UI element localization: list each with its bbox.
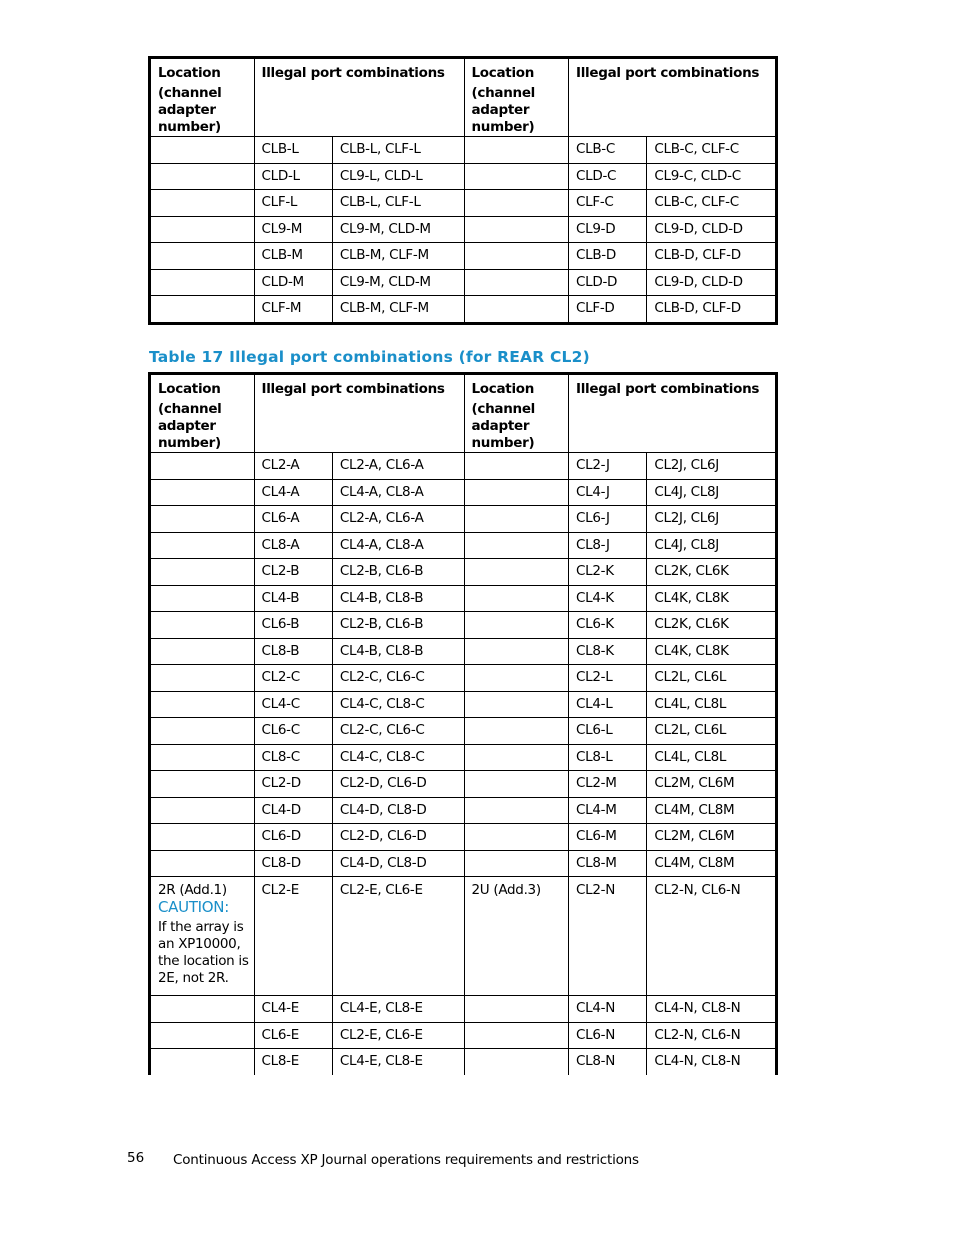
table-row	[150, 1049, 777, 1075]
table-cell	[150, 612, 255, 639]
table-cell: CL4-K	[569, 585, 647, 612]
table-cell: CL4-N, CL8-N	[647, 1049, 777, 1075]
table-cell	[464, 824, 569, 851]
table-cell: CLF-C	[569, 190, 647, 217]
table-cell: CL8-L	[569, 744, 647, 771]
table-cell	[150, 996, 255, 1023]
table-cell: CL4M, CL8M	[647, 797, 777, 824]
header-location: Location (channel adapter number)	[464, 58, 569, 137]
location-label: 2R (Add.1)	[158, 882, 227, 898]
table-cell: CL2-A	[254, 453, 332, 480]
table-cell: CL4-E, CL8-E	[332, 996, 464, 1023]
table-cell: CL4L, CL8L	[647, 744, 777, 771]
table-row	[150, 1022, 777, 1049]
table-cell	[150, 243, 255, 270]
table-row	[150, 532, 777, 559]
table-cell: CL6-C	[254, 718, 332, 745]
table-cell: CLB-L	[254, 137, 332, 164]
table-cell: CL9-D	[569, 216, 647, 243]
table-cell: CL4J, CL8J	[647, 532, 777, 559]
table-row	[150, 638, 777, 665]
table-cell	[150, 824, 255, 851]
table-cell: CL4-A, CL8-A	[332, 532, 464, 559]
table-cell: CL4-B, CL8-B	[332, 638, 464, 665]
caution-text: If the array is an XP10000, the location is 2E, not 2R.	[158, 919, 249, 986]
table-cell	[464, 479, 569, 506]
table-cell: CL4-A	[254, 479, 332, 506]
table-cell	[150, 771, 255, 798]
table-cell	[464, 638, 569, 665]
table-cell: CLB-D, CLF-D	[647, 243, 777, 270]
table-cell: CL4-N	[569, 996, 647, 1023]
table-cell: CLB-L, CLF-L	[332, 137, 464, 164]
table-cell: CL6-M	[569, 824, 647, 851]
table-cell: CL6-N	[569, 1022, 647, 1049]
table-cell: CL2-J	[569, 453, 647, 480]
table-cell	[464, 559, 569, 586]
table-cell: CL8-D	[254, 850, 332, 877]
table-cell: CL6-B	[254, 612, 332, 639]
table-cell: CL2L, CL6L	[647, 718, 777, 745]
table-cell: CL4-C	[254, 691, 332, 718]
table-cell	[464, 532, 569, 559]
table-cell: CL4-D, CL8-D	[332, 850, 464, 877]
table-cell: CL2M, CL6M	[647, 824, 777, 851]
table-cell: CL9-C, CLD-C	[647, 163, 777, 190]
table-cell	[464, 850, 569, 877]
table-cell: CL4-J	[569, 479, 647, 506]
table-cell: CL4-C, CL8-C	[332, 744, 464, 771]
table-row	[150, 269, 777, 296]
table-cell: CL2-B, CL6-B	[332, 559, 464, 586]
table-cell	[464, 691, 569, 718]
table-row	[150, 163, 777, 190]
table-cell	[150, 691, 255, 718]
table-cell	[150, 190, 255, 217]
table-cell: CL4K, CL8K	[647, 585, 777, 612]
table-cell: CL2K, CL6K	[647, 612, 777, 639]
table-header-row	[150, 58, 777, 137]
table-cell	[150, 1049, 255, 1075]
table-cell: CL4-L	[569, 691, 647, 718]
table-cell	[150, 797, 255, 824]
location-cell: 2U (Add.3)	[464, 877, 569, 996]
table-cell: CL9-D, CLD-D	[647, 216, 777, 243]
table-cell: CL4-M	[569, 797, 647, 824]
table-cell: CLB-M	[254, 243, 332, 270]
table-cell: CL2L, CL6L	[647, 665, 777, 692]
page-number: 56	[127, 1150, 145, 1166]
table-cell	[464, 612, 569, 639]
table-cell	[464, 744, 569, 771]
table-cell: CL2-E, CL6-E	[332, 1022, 464, 1049]
table-cell: CL2-N	[569, 877, 647, 996]
table-cell: CLF-D	[569, 296, 647, 324]
table-row	[150, 771, 777, 798]
table-cell: CL4-E	[254, 996, 332, 1023]
table-cell: CL2-C, CL6-C	[332, 665, 464, 692]
table-cell: CL2-N, CL6-N	[647, 877, 777, 996]
table-caption: Table 17 Illegal port combinations (for REAR CL2)	[149, 348, 590, 366]
table-cell	[150, 479, 255, 506]
location-cell	[150, 877, 255, 996]
table-cell: CL8-C	[254, 744, 332, 771]
table-cell: CL4L, CL8L	[647, 691, 777, 718]
table-cell: CLB-D	[569, 243, 647, 270]
table-row	[150, 691, 777, 718]
table-cell: CL8-A	[254, 532, 332, 559]
table-cell	[464, 243, 569, 270]
table-cell: CL8-M	[569, 850, 647, 877]
table-cell	[150, 296, 255, 324]
table-cell: CL2-B	[254, 559, 332, 586]
table-header-row	[150, 374, 777, 453]
table-cell: CL6-E	[254, 1022, 332, 1049]
table-cell: CL8-J	[569, 532, 647, 559]
table-cell: CL8-K	[569, 638, 647, 665]
table-row	[150, 996, 777, 1023]
table-row	[150, 137, 777, 164]
table-row	[150, 506, 777, 533]
table-cell: CL2-N, CL6-N	[647, 1022, 777, 1049]
table-cell: CL8-N	[569, 1049, 647, 1075]
table-cell	[464, 190, 569, 217]
table-cell: CL6-A	[254, 506, 332, 533]
table-row	[150, 479, 777, 506]
table-cell: CL2-C, CL6-C	[332, 718, 464, 745]
port-table-front	[148, 56, 778, 325]
table-cell: CL2-D, CL6-D	[332, 771, 464, 798]
table-row	[150, 190, 777, 217]
table-cell: CL2K, CL6K	[647, 559, 777, 586]
header-location: Location (channel adapter number)	[150, 374, 255, 453]
table-cell: CL2-B, CL6-B	[332, 612, 464, 639]
table-cell	[464, 269, 569, 296]
table-cell: CL4-A, CL8-A	[332, 479, 464, 506]
table-cell	[150, 559, 255, 586]
table-cell: CL2J, CL6J	[647, 453, 777, 480]
table-cell: CL2-A, CL6-A	[332, 506, 464, 533]
table-cell	[150, 718, 255, 745]
table-cell: CL6-D	[254, 824, 332, 851]
table-cell: CL6-L	[569, 718, 647, 745]
header-illegal-combinations: Illegal port combinations	[569, 58, 777, 137]
table-cell: CLD-M	[254, 269, 332, 296]
table-cell: CL9-M, CLD-M	[332, 216, 464, 243]
table-cell	[150, 744, 255, 771]
table-row	[150, 453, 777, 480]
table-cell	[464, 585, 569, 612]
table-cell: CL2-E	[254, 877, 332, 996]
table-cell: CL9-D, CLD-D	[647, 269, 777, 296]
port-table-rear-cl2	[148, 372, 778, 1075]
table-cell: CL4-E, CL8-E	[332, 1049, 464, 1075]
header-illegal-combinations: Illegal port combinations	[569, 374, 777, 453]
table-cell: CL4K, CL8K	[647, 638, 777, 665]
table-cell	[150, 216, 255, 243]
table-cell: CL2M, CL6M	[647, 771, 777, 798]
table-cell	[150, 269, 255, 296]
table-cell	[150, 506, 255, 533]
table-row	[150, 216, 777, 243]
table-row	[150, 665, 777, 692]
table-cell: CL2-M	[569, 771, 647, 798]
table-row	[150, 559, 777, 586]
table-cell: CL2-A, CL6-A	[332, 453, 464, 480]
table-cell	[464, 453, 569, 480]
table-cell: CL2-E, CL6-E	[332, 877, 464, 996]
table-cell: CL9-M	[254, 216, 332, 243]
table-cell: CL4-B, CL8-B	[332, 585, 464, 612]
table-cell	[464, 797, 569, 824]
table-cell	[464, 1022, 569, 1049]
table-cell: CL4-N, CL8-N	[647, 996, 777, 1023]
footer-title: Continuous Access XP Journal operations requirements and restrictions	[173, 1152, 639, 1168]
table-row	[150, 243, 777, 270]
table-cell	[464, 996, 569, 1023]
table-cell: CLB-D, CLF-D	[647, 296, 777, 324]
table-cell	[464, 296, 569, 324]
table-cell	[150, 163, 255, 190]
table-cell: CL2-D, CL6-D	[332, 824, 464, 851]
table-cell	[150, 1022, 255, 1049]
table-cell: CL4-B	[254, 585, 332, 612]
table-cell: CL4J, CL8J	[647, 479, 777, 506]
table-row	[150, 824, 777, 851]
table-cell: CLF-M	[254, 296, 332, 324]
header-illegal-combinations: Illegal port combinations	[254, 58, 464, 137]
table-row	[150, 612, 777, 639]
table-row	[150, 850, 777, 877]
header-location: Location (channel adapter number)	[464, 374, 569, 453]
table-row-caution	[150, 877, 777, 996]
table-cell: CL6-J	[569, 506, 647, 533]
table-cell: CL4-C, CL8-C	[332, 691, 464, 718]
table-row	[150, 797, 777, 824]
table-cell	[150, 137, 255, 164]
table-cell	[150, 638, 255, 665]
table-row	[150, 585, 777, 612]
table-cell: CL8-B	[254, 638, 332, 665]
table-cell	[464, 163, 569, 190]
table-cell: CLD-C	[569, 163, 647, 190]
table-cell: CL6-K	[569, 612, 647, 639]
table-cell	[464, 718, 569, 745]
table-cell: CLD-L	[254, 163, 332, 190]
table-cell: CL2-K	[569, 559, 647, 586]
table-cell: CLB-C, CLF-C	[647, 137, 777, 164]
table-row	[150, 744, 777, 771]
table-cell	[464, 137, 569, 164]
table-cell: CL2-D	[254, 771, 332, 798]
caution-label: CAUTION:	[158, 898, 229, 916]
table-cell	[464, 771, 569, 798]
table-cell	[150, 532, 255, 559]
table-cell: CLB-C	[569, 137, 647, 164]
table-cell	[150, 453, 255, 480]
header-location: Location (channel adapter number)	[150, 58, 255, 137]
table-cell: CL4M, CL8M	[647, 850, 777, 877]
table-cell	[150, 585, 255, 612]
table-cell: CL2-L	[569, 665, 647, 692]
table-cell: CL2J, CL6J	[647, 506, 777, 533]
table-cell	[464, 1049, 569, 1075]
table-cell	[150, 850, 255, 877]
table-cell: CL4-D, CL8-D	[332, 797, 464, 824]
table-cell: CLF-L	[254, 190, 332, 217]
table-cell: CL2-C	[254, 665, 332, 692]
table-cell: CLD-D	[569, 269, 647, 296]
table-cell: CLB-L, CLF-L	[332, 190, 464, 217]
table-cell: CLB-M, CLF-M	[332, 296, 464, 324]
table-row	[150, 718, 777, 745]
table-cell: CL9-L, CLD-L	[332, 163, 464, 190]
table-cell: CL8-E	[254, 1049, 332, 1075]
table-cell	[464, 665, 569, 692]
table-cell	[150, 665, 255, 692]
table-cell: CLB-C, CLF-C	[647, 190, 777, 217]
table-cell: CL4-D	[254, 797, 332, 824]
table-cell: CLB-M, CLF-M	[332, 243, 464, 270]
table-row	[150, 296, 777, 324]
table-cell: CL9-M, CLD-M	[332, 269, 464, 296]
header-illegal-combinations: Illegal port combinations	[254, 374, 464, 453]
table-cell	[464, 216, 569, 243]
table-cell	[464, 506, 569, 533]
